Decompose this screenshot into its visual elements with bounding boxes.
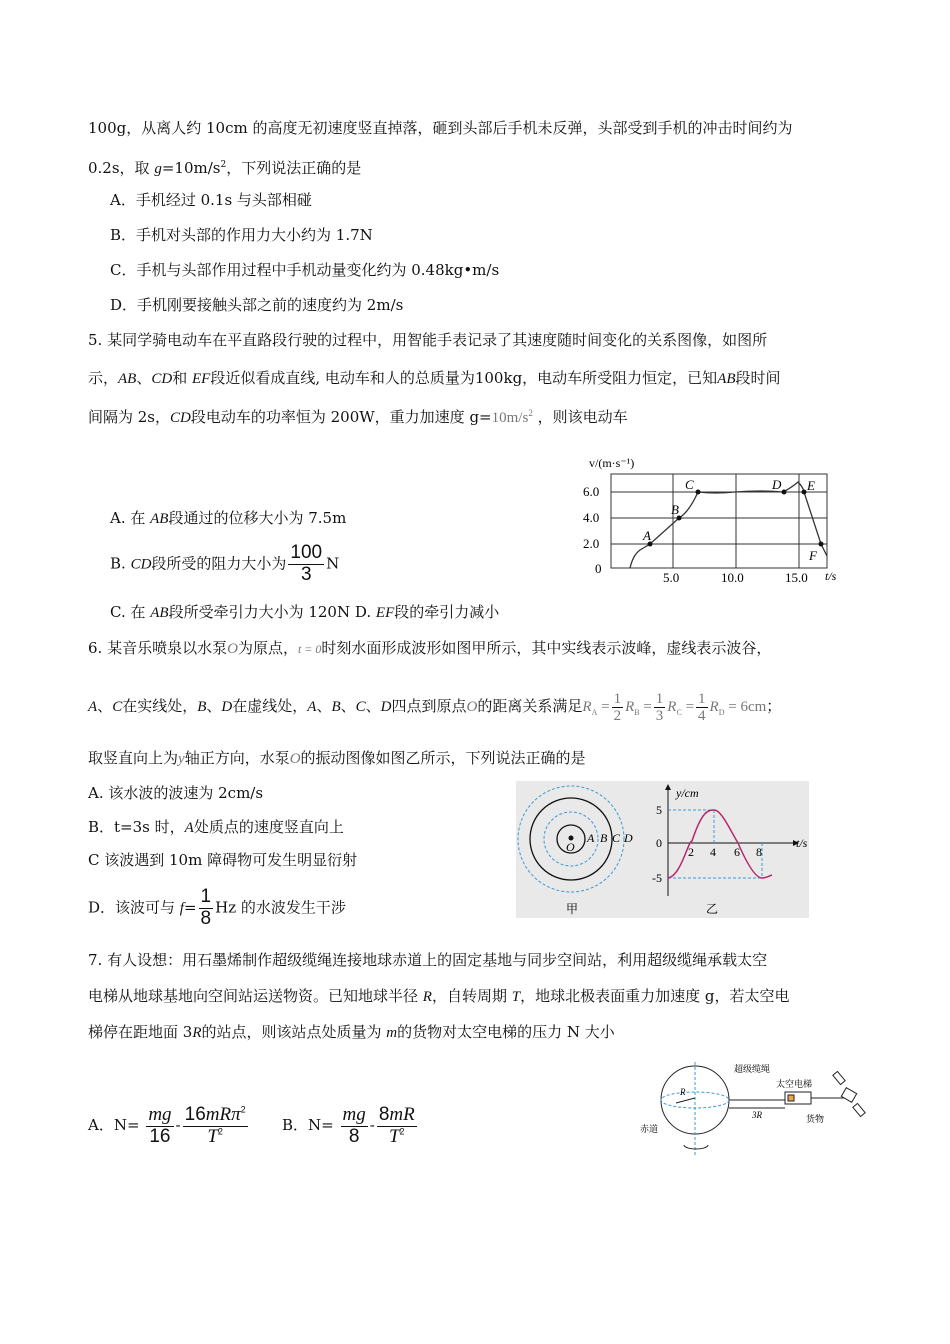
point-f-label: F xyxy=(809,548,817,563)
wave-figure xyxy=(516,781,809,918)
q6-stem-line2: A、C在实线处，B、D在虚线处，A、B、C、D四点到原点O的距离关系满足$R_A$ = $\frac{1}{2}$ $R_B$ = $\frac{1}{3}$ $R_C$ = $\frac{1}{4}$ $R_D = 6cm$； xyxy=(88,690,782,725)
y-tick: 2.0 xyxy=(583,536,600,551)
q4-option-c: C．手机与头部作用过程中手机动量变化约为 0.48kg•m/s xyxy=(110,261,500,279)
svg-text:y/cm: y/cm xyxy=(676,786,699,800)
svg-text:货物: 货物 xyxy=(806,1114,825,1124)
svg-text:B: B xyxy=(600,831,608,845)
point-e-label: E xyxy=(807,478,815,493)
q7-stem-line1: 7. 有人设想：用石墨烯制作超级缆绳连接地球赤道上的固定基地与同步空间站，利用超级缆绳承载太空 xyxy=(88,951,768,969)
x-axis-label: t/s xyxy=(825,569,837,583)
y-tick: 0 xyxy=(595,561,602,576)
point-d-label: D xyxy=(772,477,782,492)
q4-stem-line1: 100g，从离人约 10cm 的高度无初速度竖直掉落，砸到头部后手机未反弹，头部受到手机的冲击时间约为 xyxy=(88,119,793,137)
q7-option-b: B．N= $\frac{mg}{8}$ - $\frac{8mR}{T^2}$ xyxy=(282,1103,415,1147)
svg-text:4: 4 xyxy=(710,845,716,859)
svg-text:2: 2 xyxy=(688,845,694,859)
y-tick: 4.0 xyxy=(583,510,600,525)
q6-option-a: A. 该水波的波速为 2cm/s xyxy=(88,784,264,802)
distance-formula: $R_A$ = $\frac{1}{2}$ $R_B$ = $\frac{1}{3}$ $R_C$ = $\frac{1}{4}$ $R_D = 6cm$ xyxy=(582,690,767,725)
q6-stem-line1: 6. 某音乐喷泉以水泵O为原点，t = 0时刻水面形成波形如图甲所示，其中实线表示波峰，虚线表示波谷， xyxy=(88,639,772,657)
q7-stem-line2: 电梯从地球基地向空间站运送物资。已知地球半径 R，自转周期 T，地球北极表面重力加速度 g，若太空电 xyxy=(88,987,790,1005)
point-b-label: B xyxy=(671,502,679,517)
velocity-time-graph xyxy=(575,452,845,592)
svg-text:A: A xyxy=(587,831,595,845)
q5-option-cd: C. 在 AB段所受牵引力大小为 120N D. EF段的牵引力减小 xyxy=(110,603,500,621)
svg-text:D: D xyxy=(624,831,633,845)
svg-text:8: 8 xyxy=(756,845,762,859)
q4-option-b: B．手机对头部的作用力大小约为 1.7N xyxy=(110,226,373,244)
q6-stem-line3: 取竖直向上为y轴正方向，水泵O的振动图像如图乙所示，下列说法正确的是 xyxy=(88,749,586,767)
q5-option-b: B. CD段所受的阻力大小为 $\frac{100}{3}$ N xyxy=(110,542,340,585)
svg-text:3R: 3R xyxy=(752,1110,762,1120)
svg-text:C: C xyxy=(612,831,621,845)
svg-text:超级缆绳: 超级缆绳 xyxy=(734,1064,771,1074)
y-axis-label: v/(m·s⁻¹) xyxy=(589,456,635,470)
svg-text:乙: 乙 xyxy=(706,902,719,916)
svg-text:6: 6 xyxy=(734,845,740,859)
q7-stem-line3: 梯停在距地面 3R的站点，则该站点处质量为 m的货物对太空电梯的压力 N 大小 xyxy=(88,1023,615,1041)
q4-stem-line2: 0.2s，取 $g=10m/s^2$，下列说法正确的是 xyxy=(88,159,362,177)
q5-option-a: A. 在 AB段通过的位移大小为 7.5m xyxy=(110,509,347,527)
svg-text:赤道: 赤道 xyxy=(640,1124,659,1134)
svg-text:O: O xyxy=(566,840,575,854)
svg-text:0: 0 xyxy=(656,836,662,850)
svg-text:5: 5 xyxy=(656,803,662,817)
x-tick: 10.0 xyxy=(721,570,744,585)
point-c-label: C xyxy=(685,477,694,492)
q6-option-b: B．t=3s 时，A处质点的速度竖直向上 xyxy=(88,818,344,836)
y-tick: 6.0 xyxy=(583,484,600,499)
svg-text:甲: 甲 xyxy=(566,902,579,916)
q5-stem-line3: 间隔为 2s，CD段电动车的功率恒为 200W，重力加速度 $g=10m/s^2$ ，则该电动车 xyxy=(88,408,628,426)
q6-option-d: D．该波可与 f= $\frac{1}{8}$ Hz 的水波发生干涉 xyxy=(88,886,346,929)
svg-text:t/s: t/s xyxy=(796,836,808,850)
x-tick: 5.0 xyxy=(663,570,680,585)
q4-option-a: A．手机经过 0.1s 与头部相碰 xyxy=(110,191,312,209)
q4-option-d: D．手机刚要接触头部之前的速度约为 2m/s xyxy=(110,296,404,314)
q5-stem-line1: 5. 某同学骑电动车在平直路段行驶的过程中，用智能手表记录了其速度随时间变化的关系图像，如图所 xyxy=(88,331,768,349)
svg-text:太空电梯: 太空电梯 xyxy=(776,1079,813,1089)
q7-option-a: A．N= $\frac{mg}{16}$ - $\frac{16mR\pi^2}{T^2}$ xyxy=(88,1103,246,1147)
x-tick: 15.0 xyxy=(785,570,808,585)
space-elevator-figure xyxy=(640,1060,880,1160)
svg-text:-5: -5 xyxy=(652,871,662,885)
q5-stem-line2: 示，AB、CD和 EF段近似看成直线, 电动车和人的总质量为100kg，电动车所受阻力恒定，已知AB段时间 xyxy=(88,369,781,387)
svg-text:R: R xyxy=(680,1087,686,1097)
point-a-label: A xyxy=(643,528,651,543)
q6-option-c: C 该波遇到 10m 障碍物可发生明显衍射 xyxy=(88,851,358,869)
